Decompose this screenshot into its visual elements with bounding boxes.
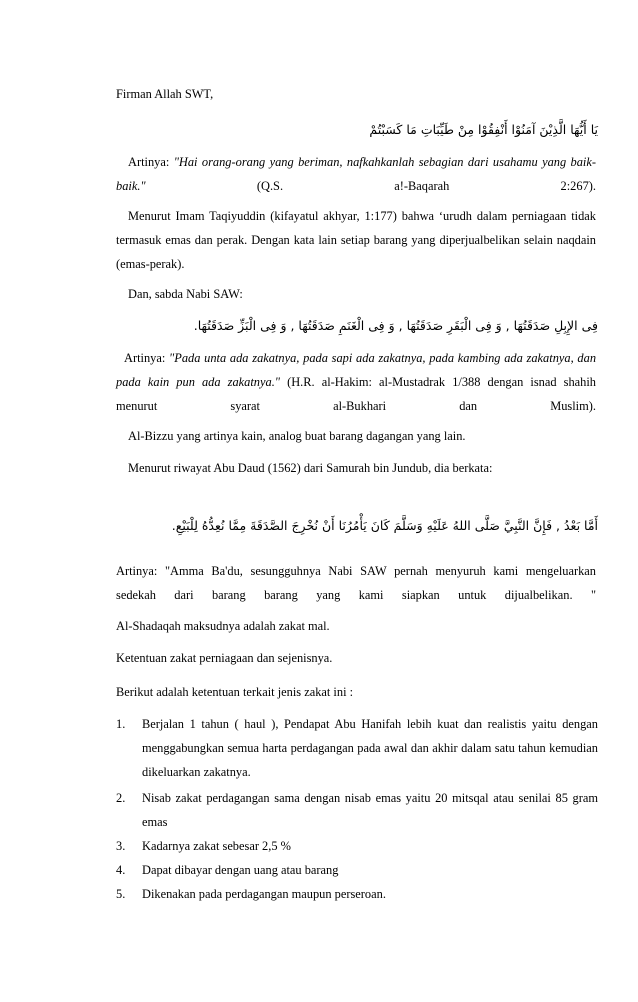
narration-translation: Artinya: "Amma Ba'du, sesungguhnya Nabi SAW pernah menyuruh kami mengeluarkan sedekah dari barang barang yang kami siapkan untuk dijualbelikan. " xyxy=(116,564,596,602)
list-item-text: Dapat dibayar dengan uang atau barang xyxy=(142,863,339,877)
al-bizzu-line: Al-Bizzu yang artinya kain, analog buat barang dagangan yang lain. xyxy=(128,429,466,443)
ketentuan-heading: Ketentuan zakat perniagaan dan sejenisnya. xyxy=(116,651,333,665)
list-item-number: 5. xyxy=(116,887,126,901)
translation-paragraph xyxy=(116,150,596,198)
hadith-translation xyxy=(116,346,596,418)
list-item-number: 2. xyxy=(116,791,126,805)
list-item-text: Dikenakan pada perdagangan maupun perseroan. xyxy=(142,887,386,901)
hadith-translation-label: Artinya: xyxy=(124,351,170,365)
list-item xyxy=(116,786,598,834)
list-item xyxy=(116,834,598,858)
list-item-text: Nisab zakat perdagangan sama dengan nisab emas yaitu 20 mitsqal atau senilai 85 gram emas xyxy=(142,791,598,829)
hadith-intro: Dan, sabda Nabi SAW: xyxy=(128,287,243,301)
list-item xyxy=(116,712,598,784)
arabic-narration: أَمَّا بَعْدُ , فَإِنَّ النَّبِيَّ صَلَّى اللهُ عَلَيْهِ وَسَلَّمَ كَانَ يَأْمُرُنَا أَنْ نُخْرِجَ الصَّدَقَةَ مِمَّا نُعِدُّهُ لِلْبَيْعِ. xyxy=(171,518,598,533)
abu-daud-line: Menurut riwayat Abu Daud (1562) dari Samurah bin Jundub, dia berkata: xyxy=(128,461,493,475)
taqiyuddin-paragraph: Menurut Imam Taqiyuddin (kifayatul akhyar, 1:177) bahwa ‘urudh dalam perniagaan tidak termasuk emas dan perak. Dengan kata lain setiap barang yang diperjualbelikan selain naqdain (emas-perak). xyxy=(116,209,596,271)
list-item xyxy=(116,858,598,882)
arabic-hadith: فِى الإِبِلِ صَدَقَتُهَا , وَ فِى الْبَقَرِ صَدَقَتُهَا , وَ فِى الْغَنَمِ صَدَقَتُهَا , وَ فِى الْبَزِّ صَدَقَتُهَا. xyxy=(193,318,598,333)
translation-label: Artinya: xyxy=(128,155,174,169)
list-item-number: 3. xyxy=(116,839,126,853)
hadith-translation-quote: "Pada unta ada zakatnya, pada sapi ada zakatnya, pada kambing ada zakatnya, dan pada kain pun ada zakatnya." xyxy=(116,351,597,389)
list-intro: Berikut adalah ketentuan terkait jenis zakat ini : xyxy=(116,685,354,699)
hadith-translation-reference: (H.R. al-Hakim: al-Mustadrak 1/388 dengan isnad shahih menurut syarat al-Bukhari dan Muslim). xyxy=(116,375,596,413)
list-item-text: Kadarnya zakat sebesar 2,5 % xyxy=(142,839,291,853)
intro-line: Firman Allah SWT, xyxy=(116,87,214,101)
ketentuan-list xyxy=(116,712,598,906)
list-item-number: 1. xyxy=(116,717,126,731)
list-item xyxy=(116,882,598,906)
list-item-text: Berjalan 1 tahun ( haul ), Pendapat Abu Hanifah lebih kuat dan realistis yaitu dengan menggabungkan semua harta perdagangan pada awal dan akhir dalam satu tahun kemudian dikeluarkan zakatnya. xyxy=(142,717,598,779)
list-item-number: 4. xyxy=(116,863,126,877)
translation-reference: (Q.S. a!-Baqarah 2:267). xyxy=(145,179,596,193)
arabic-verse: يَا أَيُّهَا الَّذِيْنَ آمَنُوْا أَنْفِقُوْا مِنْ طَيِّبَاتِ مَا كَسَبْتُمْ xyxy=(369,122,598,137)
translation-quote: "Hai orang-orang yang beriman, nafkahkanlah sebagian dari usahamu yang baik-baik." xyxy=(116,155,597,193)
shadaqah-line: Al-Shadaqah maksudnya adalah zakat mal. xyxy=(116,619,330,633)
